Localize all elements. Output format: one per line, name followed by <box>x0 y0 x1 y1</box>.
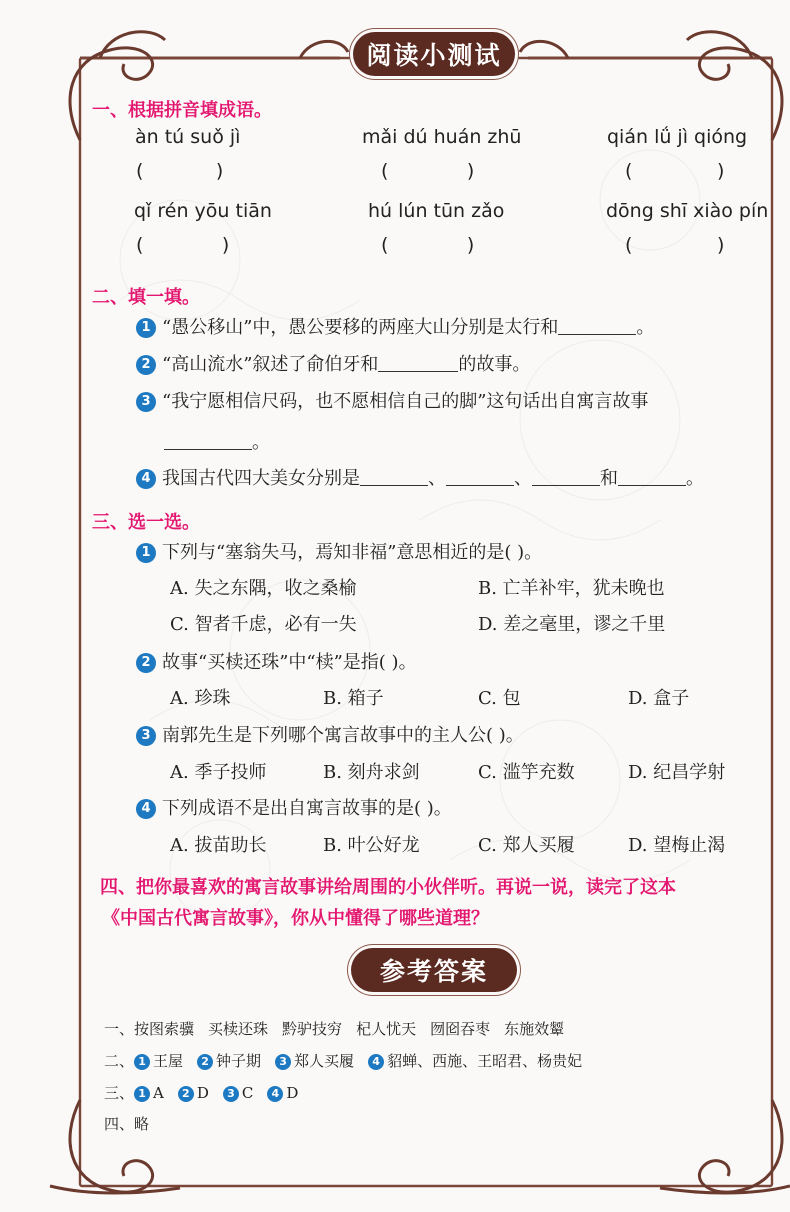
question-number-badge: 3 <box>136 726 156 746</box>
fill-blank[interactable] <box>558 318 636 335</box>
choice-question-1 <box>136 538 542 564</box>
punctuation: 。 <box>252 432 270 453</box>
punctuation: 。 <box>686 468 704 489</box>
answer-blank-3[interactable]: ( ) <box>625 160 725 182</box>
fill-blank[interactable] <box>360 469 428 486</box>
section-2-title: 二、填一填。 <box>92 287 200 308</box>
answer-item: D <box>196 1084 209 1102</box>
answer-line-3 <box>104 1082 298 1103</box>
fill-question-3 <box>136 387 648 413</box>
option-c[interactable]: C. 智者千虑，必有一失 <box>170 614 357 635</box>
pinyin-2: mǎi dú huán zhū <box>362 126 522 148</box>
answer-prefix: 二、 <box>104 1052 135 1070</box>
option-d[interactable]: D. 盒子 <box>628 688 690 709</box>
choice-question-3 <box>136 721 524 747</box>
question-text: “愚公移山”中，愚公要移的两座大山分别是太行和 <box>162 317 559 338</box>
answer-item: 郑人买履 <box>294 1052 355 1070</box>
answer-number-badge: 3 <box>223 1086 239 1102</box>
answer-item: C <box>241 1084 254 1102</box>
question-number-badge: 1 <box>136 318 156 338</box>
fill-question-1 <box>136 313 654 339</box>
option-b[interactable]: B. 叶公好龙 <box>323 835 420 856</box>
option-d[interactable]: D. 望梅止渴 <box>628 835 726 856</box>
choice-question-4 <box>136 794 452 820</box>
question-text: “我宁愿相信尺码，也不愿相信自己的脚”这句话出自寓言故事 <box>162 391 649 412</box>
question-number-badge: 2 <box>136 653 156 673</box>
answer-item: 杞人忧天 <box>356 1020 417 1038</box>
question-number-badge: 4 <box>136 469 156 489</box>
answer-line-1 <box>104 1018 564 1039</box>
pinyin-3: qián lǘ jì qióng <box>607 126 748 148</box>
separator: 、 <box>428 468 446 489</box>
section-4-line-2: 《中国古代寓言故事》，你从中懂得了哪些道理？ <box>102 908 489 929</box>
answer-item: 王屋 <box>153 1052 184 1070</box>
question-text: 下列与“塞翁失马，焉知非福”意思相近的是( )。 <box>162 542 543 563</box>
fill-question-2 <box>136 350 530 376</box>
option-c[interactable]: C. 滥竽充数 <box>478 762 575 783</box>
answer-blank-2[interactable]: ( ) <box>381 160 475 182</box>
question-number-badge: 3 <box>136 392 156 412</box>
answer-line-2 <box>104 1050 582 1071</box>
fill-question-3-line2 <box>164 428 270 454</box>
answer-number-badge: 4 <box>368 1054 384 1070</box>
fill-blank[interactable] <box>446 469 514 486</box>
question-text: 我国古代四大美女分别是 <box>162 468 360 489</box>
question-number-badge: 4 <box>136 799 156 819</box>
option-d[interactable]: D. 差之毫里，谬之千里 <box>478 614 666 635</box>
pinyin-6: dōng shī xiào pín <box>606 200 769 222</box>
option-a[interactable]: A. 失之东隅，收之桑榆 <box>170 578 357 599</box>
answer-number-badge: 2 <box>178 1086 194 1102</box>
answer-item: 买椟还珠 <box>208 1020 269 1038</box>
question-text: 故事“买椟还珠”中“椟”是指( )。 <box>162 652 417 673</box>
question-text: “高山流水”叙述了俞伯牙和 <box>162 354 379 375</box>
fill-blank[interactable] <box>532 469 600 486</box>
answer-blank-4[interactable]: ( ) <box>136 234 230 256</box>
option-c[interactable]: C. 包 <box>478 688 521 709</box>
answer-number-badge: 2 <box>197 1054 213 1070</box>
punctuation: 。 <box>636 317 655 338</box>
question-text-end: 的故事。 <box>458 354 531 375</box>
page-title: 阅读小测试 <box>353 32 515 76</box>
answer-prefix: 三、 <box>104 1084 135 1102</box>
answer-item: A <box>153 1084 164 1102</box>
question-number-badge: 1 <box>136 543 156 563</box>
section-3-title: 三、选一选。 <box>92 512 200 533</box>
separator: 、 <box>514 468 532 489</box>
option-b[interactable]: B. 箱子 <box>323 688 384 709</box>
answers-title: 参考答案 <box>351 948 517 992</box>
answer-number-badge: 4 <box>267 1086 283 1102</box>
answer-blank-1[interactable]: ( ) <box>136 160 224 182</box>
separator: 和 <box>600 468 618 489</box>
fill-blank[interactable] <box>164 433 252 450</box>
pinyin-4: qǐ rén yōu tiān <box>134 200 272 222</box>
option-a[interactable]: A. 拔苗助长 <box>170 835 267 856</box>
answer-number-badge: 3 <box>275 1054 291 1070</box>
answer-item: 钟子期 <box>216 1052 262 1070</box>
fill-blank[interactable] <box>618 469 686 486</box>
answer-item: 黔驴技穷 <box>282 1020 343 1038</box>
fill-question-4 <box>136 464 704 490</box>
option-b[interactable]: B. 刻舟求剑 <box>323 762 420 783</box>
pinyin-1: àn tú suǒ jì <box>135 126 241 148</box>
answer-number-badge: 1 <box>134 1086 150 1102</box>
answer-line-4: 四、略 <box>104 1115 150 1133</box>
option-c[interactable]: C. 郑人买履 <box>478 835 575 856</box>
answer-prefix: 一、 <box>104 1020 135 1038</box>
option-d[interactable]: D. 纪昌学射 <box>628 762 726 783</box>
section-1-title: 一、根据拼音填成语。 <box>92 100 272 121</box>
option-a[interactable]: A. 珍珠 <box>170 688 231 709</box>
answer-item: 貂蝉、西施、王昭君、杨贵妃 <box>387 1052 583 1070</box>
section-4-line-1: 四、把你最喜欢的寓言故事讲给周围的小伙伴听。再说一说，读完了这本 <box>100 877 676 898</box>
answer-item: 按图索骥 <box>134 1020 195 1038</box>
answer-number-badge: 1 <box>134 1054 150 1070</box>
answer-item: 东施效颦 <box>504 1020 565 1038</box>
choice-question-2 <box>136 648 417 674</box>
fill-blank[interactable] <box>378 355 458 372</box>
answer-blank-6[interactable]: ( ) <box>625 234 725 256</box>
answer-blank-5[interactable]: ( ) <box>381 234 475 256</box>
answer-item: 囫囵吞枣 <box>430 1020 491 1038</box>
question-number-badge: 2 <box>136 355 156 375</box>
pinyin-5: hú lún tūn zǎo <box>368 200 505 222</box>
question-text: 下列成语不是出自寓言故事的是( )。 <box>162 798 452 819</box>
option-a[interactable]: A. 季子投师 <box>170 762 267 783</box>
option-b[interactable]: B. 亡羊补牢，犹未晚也 <box>478 578 665 599</box>
answer-item: D <box>286 1084 299 1102</box>
question-text: 南郭先生是下列哪个寓言故事中的主人公( )。 <box>162 725 524 746</box>
